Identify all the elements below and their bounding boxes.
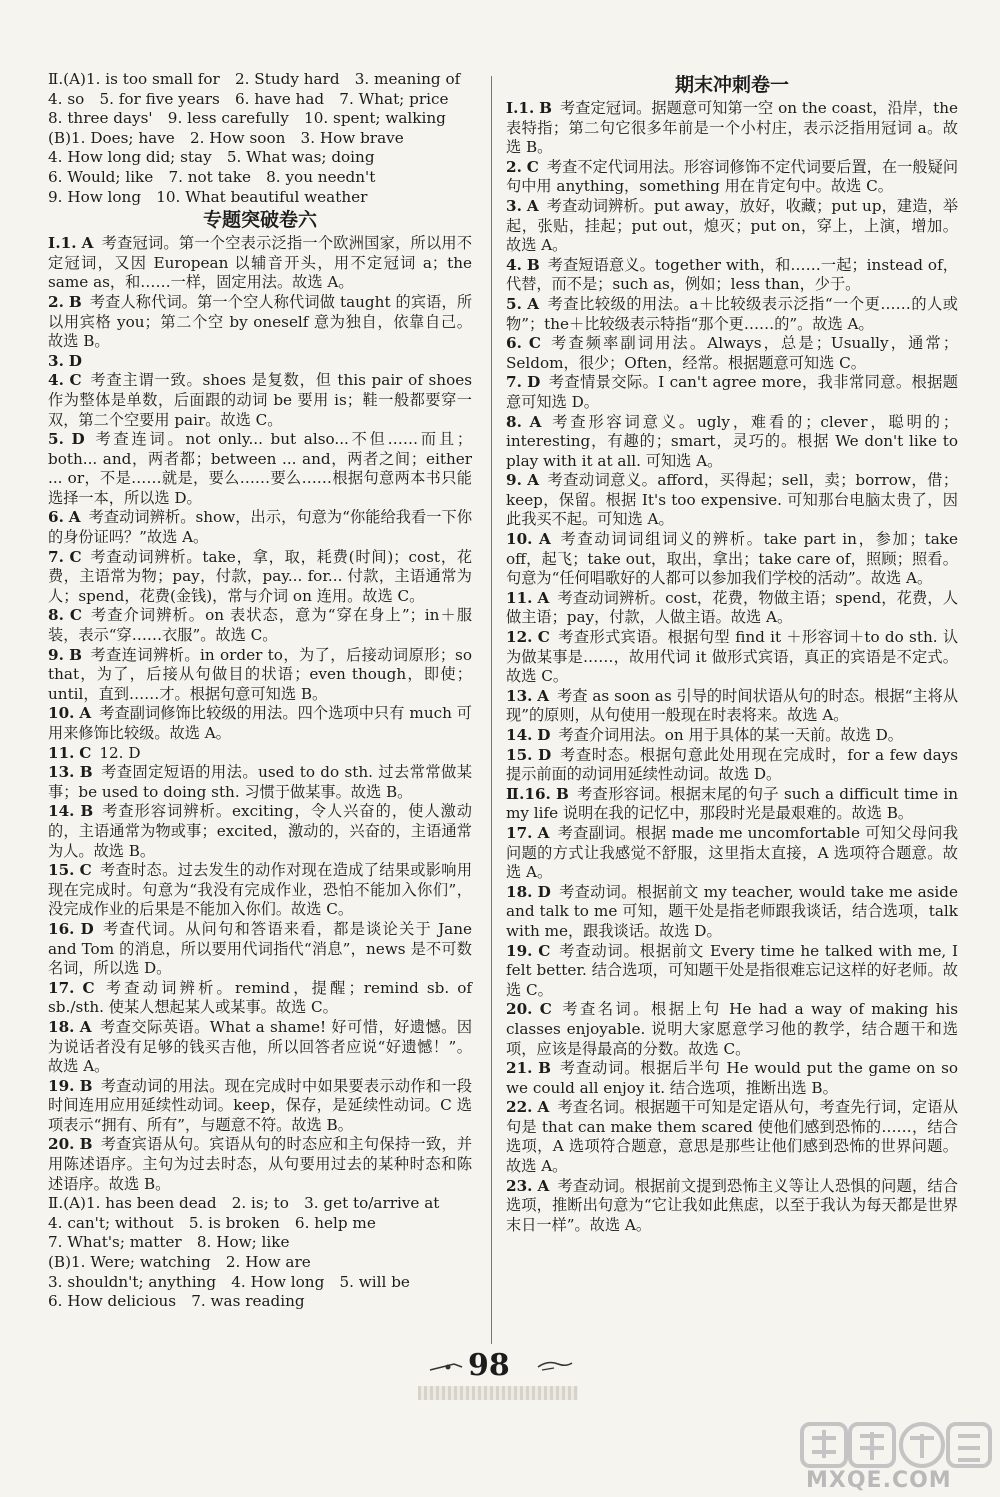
- answer-letter: D: [68, 351, 82, 370]
- answer-item: [48, 920, 472, 979]
- answer-line: (B)1. Were; watching 2. How are: [48, 1253, 311, 1272]
- question-number: 22.: [506, 1098, 533, 1117]
- question-number: 2.: [48, 292, 64, 311]
- answer-letter: B: [79, 763, 93, 782]
- answer-item: [506, 471, 958, 530]
- answer-letter: A: [68, 508, 81, 527]
- explanation-text: 考查人称代词。第一个空人称代词做 taught 的宾语，所以用宾格 you；第二个空 by oneself 意为独自，依靠自己。故选 B。: [48, 292, 473, 351]
- question-number: 8.: [506, 412, 522, 431]
- question-number: Ⅰ.1.: [48, 234, 77, 253]
- question-number: 10.: [506, 530, 533, 549]
- answer-item: [48, 234, 472, 293]
- answer-item: [48, 430, 472, 508]
- answer-letter: A: [529, 412, 542, 431]
- footer-ornament: [418, 1386, 578, 1400]
- question-number: 15.: [506, 745, 533, 764]
- answer-item: [506, 1000, 958, 1059]
- answer-line: 8. three days' 9. less carefully 10. spent; walking: [48, 109, 446, 128]
- answer-line: (B)1. Does; have 2. How soon 3. How brave: [48, 128, 404, 147]
- answer-letter: B: [79, 1076, 93, 1095]
- answer-line: Ⅱ.(A)1. has been dead 2. is; to 3. get to/arrive at: [48, 1194, 440, 1213]
- answer-letter: A: [537, 1176, 550, 1195]
- answer-item: [506, 1177, 958, 1236]
- question-number: 4.: [506, 255, 522, 274]
- question-number: 8.: [48, 606, 64, 625]
- explanation-text: 考查动词。根据前文 Every time he talked with me, I felt better. 结合选项，可知题干处是指很难忘记这样的好老师。故选 C。: [506, 941, 959, 999]
- explanation-text: 考查动词意义。afford，买得起；sell，卖；borrow，借；keep，保留。根据 It's too expensive. 可知那台电脑太贵了，因此我买不起。可知选 A。: [506, 471, 959, 529]
- question-number: 13.: [48, 763, 75, 782]
- answer-item: [48, 1135, 472, 1194]
- question-number: 20.: [506, 1000, 533, 1019]
- question-number: 12.: [506, 628, 533, 647]
- answer-item: [48, 352, 472, 372]
- explanation-text: 考查名词。根据题干可知是定语从句，考查先行词，定语从句是 that can make them scared 使他们感到恐怖的……，结合选项，A 选项符合题意，意思是那些让他们感到恐怖的世界问题。故选 A。: [506, 1098, 959, 1176]
- answer-item: [48, 802, 472, 861]
- answer-item: [506, 530, 958, 589]
- explanation-text: 考查副词修饰比较级的用法。四个选项中只有 much 可用来修饰比较级。故选 A。: [48, 704, 472, 742]
- question-number: 16.: [48, 919, 75, 938]
- explanation-text: 考查比较级的用法。a＋比较级表示泛指“一个更……的人或物”；the＋比较级表示特指“那个更……的”。故选 A。: [506, 294, 958, 333]
- question-number: 6.: [506, 334, 522, 353]
- answer-item: [48, 508, 472, 547]
- answer-letter: B: [538, 1059, 552, 1078]
- question-number: 23.: [506, 1176, 533, 1195]
- answer-letter: C: [69, 371, 82, 390]
- explanation-text: 考查动词的用法。现在完成时中如果要表示动作和一段时间连用应用延续性动词。keep，保存，是延续性动词。C 选项表示“拥有、所有”，与题意不符。故选 B。: [48, 1076, 473, 1134]
- explanation-text: 考查动词。根据前文提到恐怖主义等让人恐惧的问题，结合选项，推断出句意为“它让我如此焦虑，以至于我认为每天都是世界末日一样”。故选 A。: [506, 1176, 959, 1234]
- question-number: 5.: [506, 294, 522, 313]
- question-number: 14.: [48, 802, 75, 821]
- answer-item: [48, 979, 472, 1018]
- explanation-text: 考查频率副词用法。Always，总是；Usually，通常；Seldom，很少；Often，经常。根据题意可知选 C。: [506, 334, 959, 372]
- answer-item: [506, 413, 958, 472]
- answer-item: [506, 824, 958, 883]
- answer-item: [506, 158, 958, 197]
- answer-item: [48, 1077, 472, 1136]
- answer-item: [506, 1098, 958, 1176]
- explanation-text: 12. D: [99, 743, 141, 762]
- question-number: 9.: [48, 645, 64, 664]
- explanation-text: 考查介词用法。on 用于具体的某一天前。故选 D。: [558, 726, 903, 744]
- answer-item: [48, 606, 472, 645]
- question-number: 18.: [48, 1017, 75, 1036]
- answer-item: [506, 942, 958, 1001]
- answer-letter: C: [69, 547, 82, 566]
- explanation-text: 考查固定短语的用法。used to do sth. 过去常常做某事；be used to doing sth. 习惯于做某事。故选 B。: [48, 763, 473, 801]
- answer-letter: A: [539, 530, 551, 549]
- part2-answers-bottom: [48, 1194, 472, 1312]
- question-number: 11.: [506, 588, 533, 607]
- answer-item: [48, 371, 472, 430]
- answer-item: [506, 99, 958, 158]
- answer-item: [48, 646, 472, 705]
- question-number: 10.: [48, 704, 75, 723]
- question-number: Ⅱ.16.: [506, 784, 551, 803]
- question-number: Ⅰ.1.: [506, 99, 535, 117]
- question-number: 17.: [48, 978, 75, 997]
- answer-letter: B: [539, 99, 553, 117]
- explanation-text: 考查连词。not only... but also...不但……而且；both... and，两者都；between ... and，两者之间；either ... or，不是……就是，要么……要么……根据句意两本书只能选择一本，所以选 D。: [48, 430, 473, 507]
- answer-item: [48, 1018, 472, 1077]
- section-title: 期末冲刺卷一: [674, 74, 789, 96]
- answer-letter: B: [79, 1135, 93, 1154]
- question-number: 5.: [48, 430, 64, 449]
- question-list: [48, 234, 472, 1194]
- question-number: 18.: [506, 882, 533, 901]
- answer-letter: B: [69, 645, 82, 664]
- question-number: 13.: [506, 686, 533, 705]
- explanation-text: 考查动词辨析。cost，花费，物做主语；spend，花费，人做主语；pay，付款，人做主语。故选 A。: [506, 588, 959, 627]
- question-number: 19.: [506, 941, 533, 960]
- question-number: 7.: [48, 547, 64, 566]
- question-number: 20.: [48, 1135, 75, 1154]
- answer-letter: C: [79, 861, 92, 880]
- explanation-text: 考查交际英语。What a shame! 好可惜，好遗憾。因为说话者没有足够的钱买吉他，所以回答者应说“好遗憾！”。故选 A。: [48, 1017, 473, 1076]
- answer-item: [506, 197, 958, 256]
- answer-item: [506, 334, 958, 373]
- explanation-text: 考查连词辨析。in order to，为了，后接动词原形；so that，为了，后接从句做目的状语；even though，即使；until，直到……才。根据句意可知选 B。: [48, 645, 472, 703]
- answer-line: 9. How long 10. What beautiful weather: [48, 187, 368, 206]
- answer-letter: A: [527, 294, 540, 313]
- answer-item: [48, 861, 472, 920]
- explanation-text: 考查形容词。根据末尾的句子 such a difficult time in my life 说明在我的记忆中，那段时光是最艰难的。故选 B。: [506, 784, 958, 823]
- explanation-text: 考查形容词意义。ugly，难看的；clever，聪明的；interesting，有趣的；smart，灵巧的。根据 We don't like to play with it at all. 可知选 A。: [506, 412, 959, 470]
- question-number: 3.: [48, 351, 64, 370]
- answer-letter: C: [528, 334, 541, 353]
- explanation-text: 考查代词。从问句和答语来看，都是谈论关于 Jane and Tom 的消息，所以要用代词指代“消息”，news 是不可数名词，所以选 D。: [48, 919, 472, 978]
- answer-letter: C: [82, 978, 95, 997]
- question-number: 3.: [506, 196, 522, 215]
- answer-letter: C: [537, 628, 550, 647]
- answer-letter: A: [79, 704, 92, 723]
- answer-letter: B: [80, 802, 94, 821]
- question-number: 15.: [48, 861, 75, 880]
- answer-item: [506, 746, 958, 785]
- question-number: 17.: [506, 823, 533, 842]
- answer-letter: D: [537, 726, 551, 744]
- answer-item: [48, 548, 472, 607]
- answer-item: [48, 293, 472, 352]
- part2-answers-top: [48, 70, 472, 207]
- explanation-text: 考查时态。根据句意此处用现在完成时，for a few days 提示前面的动词用延续性动词。故选 D。: [506, 745, 958, 784]
- explanation-text: 考查形式宾语。根据句型 find it ＋形容词＋to do sth. 认为做某事是……，故用代词 it 做形式宾语，真正的宾语是不定式。故选 C。: [506, 628, 959, 686]
- answer-item: [506, 256, 958, 295]
- answer-letter: B: [526, 255, 540, 274]
- question-number: 9.: [506, 471, 522, 490]
- answer-line: 4. can't; without 5. is broken 6. help me: [48, 1213, 376, 1232]
- answer-item: [506, 883, 958, 942]
- answer-letter: A: [537, 823, 550, 842]
- question-number: 14.: [506, 726, 533, 744]
- explanation-text: 考查时态。过去发生的动作对现在造成了结果或影响用现在完成时。句意为“我没有完成作业，恐怕不能加入你们”，没完成作业的后果是不能加入你们。故选 C。: [48, 861, 473, 919]
- question-number: 2.: [506, 157, 522, 176]
- answer-line: 3. shouldn't; anything 4. How long 5. will be: [48, 1272, 410, 1291]
- question-number: 6.: [48, 508, 64, 527]
- explanation-text: 考查动词辨析。remind，提醒；remind sb. of sb./sth. 使某人想起某人或某事。故选 C。: [48, 978, 473, 1017]
- question-number: 21.: [506, 1059, 533, 1078]
- explanation-text: 考查动词辨析。put away，放好，收藏；put up，建造，举起，张贴，挂起；put out，熄灭；put on，穿上，上演，增加。故选 A。: [506, 196, 959, 255]
- answer-letter: D: [80, 919, 94, 938]
- explanation-text: 考查短语意义。together with，和……一起；instead of，代替，而不是；such as，例如；less than，少于。: [506, 255, 958, 294]
- section-title: 专题突破卷六: [202, 209, 317, 232]
- left-column: [48, 70, 472, 1312]
- answer-item: [506, 589, 958, 628]
- answer-item: [506, 1059, 958, 1098]
- explanation-text: 考查形容词辨析。exciting，令人兴奋的，使人激动的，主语通常为物或事；excited，激动的，兴奋的，主语通常为人。故选 B。: [48, 802, 472, 860]
- explanation-text: 考查副词。根据 made me uncomfortable 可知父母问我问题的方式让我感觉不舒服，这里指太直接，A 选项符合题意。故选 A。: [506, 823, 959, 882]
- explanation-text: 考查不定代词用法。形容词修饰不定代词要后置，在一般疑问句中用 anything，something 用在肯定句中。故选 C。: [506, 157, 959, 196]
- answer-line: 6. How delicious 7. was reading: [48, 1292, 305, 1311]
- explanation-text: 考查动词。根据前文 my teacher, would take me aside and talk to me 可知，题干处是指老师跟我谈话，结合选项，talk with me，跟我谈话。故选 D。: [506, 882, 959, 940]
- explanation-text: 考查冠词。第一个空表示泛指一个欧洲国家，所以用不定冠词，又因 European 以辅音开头，用不定冠词 a；the same as，和……一样，固定用法。故选 A。: [48, 234, 473, 292]
- answer-letter: D: [538, 745, 552, 764]
- answer-letter: A: [537, 588, 550, 607]
- answer-line: 4. How long did; stay 5. What was; doing: [48, 148, 375, 167]
- answer-letter: A: [527, 471, 539, 490]
- question-number: 7.: [506, 373, 522, 392]
- answer-letter: A: [537, 1098, 550, 1117]
- explanation-text: 考查动词辨析。take，拿，取，耗费(时间)；cost，花费，主语常为物；pay，付款，pay... for... 付款，主语通常为人；spend，花费(金钱)，常与介词 on 连用。故选 C。: [48, 547, 473, 605]
- answer-line: 7. What's; matter 8. How; like: [48, 1233, 290, 1252]
- explanation-text: 考查定冠词。据题意可知第一空 on the coast，沿岸，the 表特指；第二句它很多年前是一个小村庄，表示泛指用冠词 a。故选 B。: [506, 99, 959, 157]
- question-number: 4.: [48, 371, 64, 390]
- column-divider: [491, 76, 492, 1344]
- answer-letter: B: [556, 784, 569, 803]
- answer-line: 6. Would; like 7. not take 8. you needn't: [48, 167, 376, 186]
- page-number: 98: [468, 1348, 510, 1383]
- answer-letter: A: [79, 1017, 92, 1036]
- answer-item: [48, 744, 472, 764]
- explanation-text: 考查情景交际。I can't agree more，我非常同意。根据题意可知选 D。: [506, 373, 958, 411]
- explanation-text: 考查动词。根据后半句 He would put the game on so we could all enjoy it. 结合选项，推断出选 B。: [506, 1059, 959, 1097]
- answer-item: [48, 704, 472, 743]
- answer-item: [506, 687, 958, 726]
- question-list: [506, 99, 958, 1235]
- explanation-text: 考查宾语从句。宾语从句的时态应和主句保持一致，并用陈述语序。主句为过去时态，从句要用过去的某种时态和陈述语序。故选 B。: [48, 1135, 473, 1193]
- explanation-text: 考查动词辨析。show，出示，句意为“你能给我看一下你的身份证吗？”故选 A。: [48, 508, 473, 547]
- question-number: 19.: [48, 1076, 75, 1095]
- answer-item: [506, 295, 958, 334]
- explanation-text: 考查介词辨析。on 表状态，意为“穿在身上”；in＋服装，表示“穿……衣服”。故选 C。: [48, 606, 473, 645]
- answer-line: Ⅱ.(A)1. is too small for 2. Study hard 3. meaning of: [48, 70, 461, 88]
- answer-item: [506, 726, 958, 746]
- answer-letter: B: [68, 292, 82, 311]
- explanation-text: 考查主谓一致。shoes 是复数，但 this pair of shoes 作为整体是单数，后面跟的动词 be 要用 is；鞋一般都要穿一双，第二个空要用 pair。故选 C。: [48, 371, 472, 429]
- answer-letter: C: [538, 941, 551, 960]
- answer-line: 4. so 5. for five years 6. have had 7. What; price: [48, 89, 449, 108]
- answer-letter: C: [69, 606, 82, 625]
- answer-letter: C: [526, 157, 539, 176]
- explanation-text: 考查名词。根据上句 He had a way of making his classes enjoyable. 说明大家愿意学习他的教学，结合题干和选项，应该是得最高的分数。故选 C。: [506, 1000, 958, 1058]
- answer-item: [506, 373, 958, 412]
- answer-letter: A: [526, 196, 539, 215]
- explanation-text: 考查 as soon as 引导的时间状语从句的时态。根据“主将从现”的原则，从句使用一般现在时表将来。故选 A。: [506, 686, 959, 725]
- answer-letter: C: [539, 1000, 552, 1019]
- right-column: [506, 72, 958, 1235]
- answer-letter: D: [537, 882, 551, 901]
- answer-item: [48, 763, 472, 802]
- explanation-text: 考查动词词组词义的辨析。take part in，参加；take off，起飞；take out，取出，拿出；take care of，照顾；照看。句意为“任何唱歌好的人都可以参加我们学校的活动”。故选 A。: [506, 530, 959, 588]
- answer-item: [506, 628, 958, 687]
- answer-letter: C: [79, 743, 92, 762]
- question-number: 11.: [48, 743, 75, 762]
- answer-letter: A: [537, 686, 550, 705]
- answer-letter: D: [527, 373, 541, 392]
- answer-item: [506, 785, 958, 824]
- answer-letter: A: [81, 234, 94, 253]
- watermark-text: MXQE.COM: [806, 1468, 952, 1493]
- answer-letter: D: [71, 430, 85, 449]
